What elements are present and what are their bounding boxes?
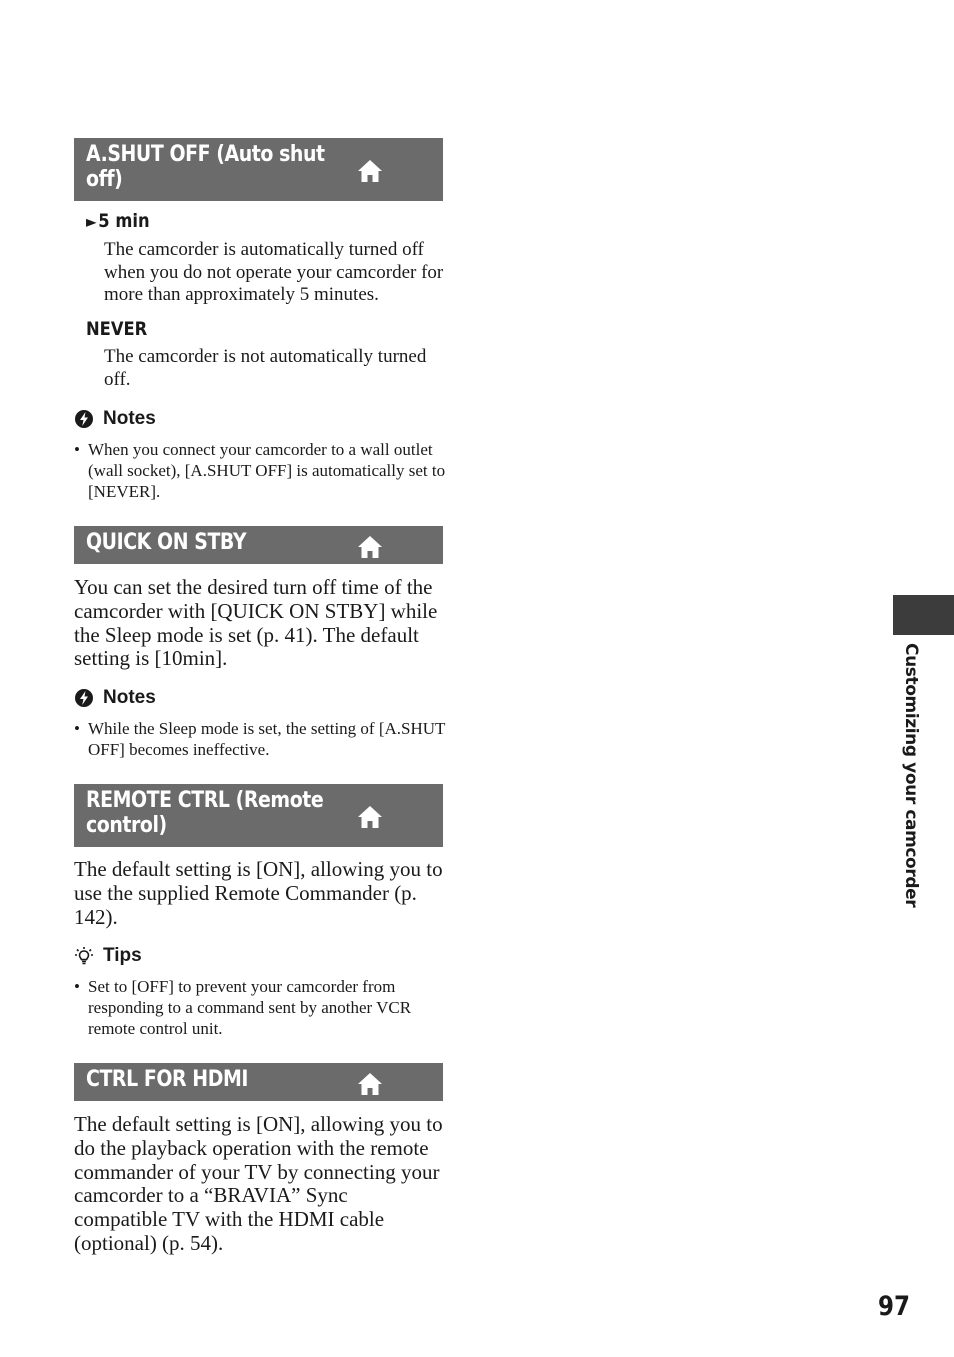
home-icon bbox=[356, 804, 384, 830]
option-label: 5 min bbox=[98, 210, 150, 232]
tips-heading: Tips bbox=[74, 945, 142, 967]
section-body: The default setting is [ON], allowing you to do the playback operation with the remote commander of your TV by connecting your camcorder to a “BRAVIA” Sync compatible TV with the HDMI cable (optional) (p. 54). bbox=[74, 1112, 443, 1255]
option-5-min bbox=[86, 210, 150, 232]
option-never bbox=[86, 318, 147, 340]
note-item: • While the Sleep mode is set, the setting of [A.SHUT OFF] becomes ineffective. bbox=[74, 719, 446, 759]
home-icon bbox=[356, 1071, 384, 1097]
bullet: • bbox=[74, 440, 80, 459]
section-header-quick-on-stby bbox=[74, 526, 443, 564]
section-title: A.SHUT OFF (Auto shut off) bbox=[86, 142, 325, 192]
bullet: • bbox=[74, 977, 80, 996]
section-body: The default setting is [ON], allowing you to use the supplied Remote Commander (p. 142). bbox=[74, 857, 443, 929]
notes-heading: Notes bbox=[74, 687, 156, 709]
home-icon bbox=[356, 534, 384, 560]
caution-icon bbox=[74, 409, 94, 429]
chapter-tab-marker bbox=[893, 595, 954, 635]
section-header-ctrl-for-hdmi bbox=[74, 1063, 443, 1101]
section-header-remote-ctrl bbox=[74, 784, 443, 847]
page-number: 97 bbox=[878, 1291, 910, 1322]
notes-heading: Notes bbox=[74, 408, 156, 430]
section-title: CTRL FOR HDMI bbox=[86, 1067, 248, 1092]
default-marker-icon: ► bbox=[86, 212, 97, 231]
chapter-side-label: Customizing your camcorder bbox=[901, 643, 921, 908]
section-body: You can set the desired turn off time of the camcorder with [QUICK ON STBY] while the Sleep mode is set (p. 41). The default setting is [10min]. bbox=[74, 575, 438, 671]
bullet: • bbox=[74, 719, 80, 738]
option-label: NEVER bbox=[86, 318, 148, 340]
section-header-a-shut-off bbox=[74, 138, 443, 201]
note-item: • When you connect your camcorder to a wall outlet (wall socket), [A.SHUT OFF] is automatically set to [NEVER]. bbox=[74, 440, 446, 501]
home-icon bbox=[356, 158, 384, 184]
lightbulb-icon bbox=[74, 946, 94, 966]
section-title: QUICK ON STBY bbox=[86, 530, 247, 555]
tip-item: • Set to [OFF] to prevent your camcorder from responding to a command sent by another VCR remote control unit. bbox=[74, 977, 412, 1038]
option-description: The camcorder is not automatically turned off. bbox=[104, 346, 427, 390]
section-title: REMOTE CTRL (Remote control) bbox=[86, 788, 324, 838]
caution-icon bbox=[74, 688, 94, 708]
option-description: The camcorder is automatically turned off when you do not operate your camcorder for more than approximately 5 minutes. bbox=[104, 239, 444, 305]
